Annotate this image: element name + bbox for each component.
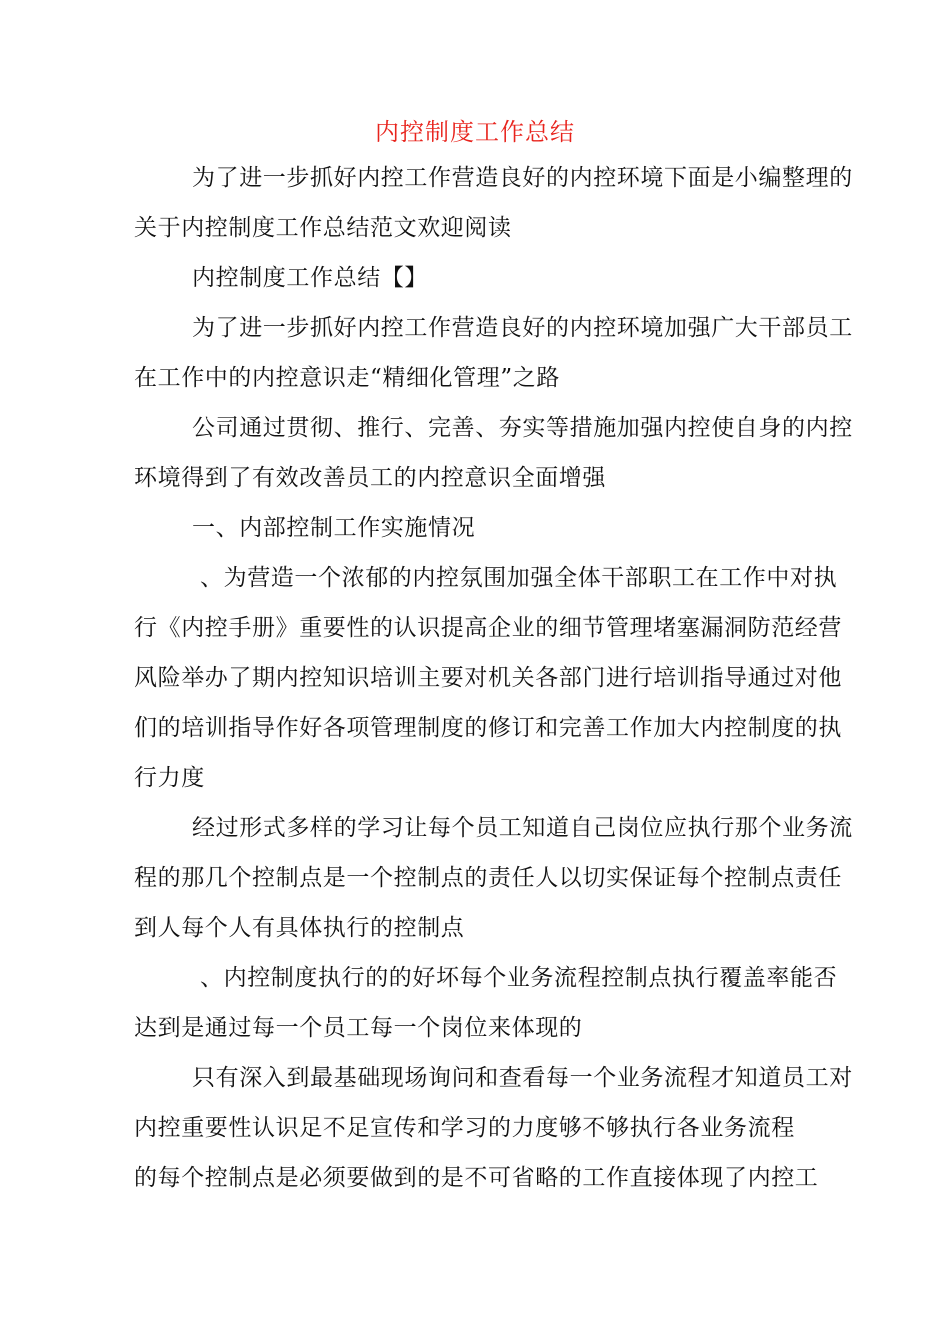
paragraph-line: 公司通过贯彻、推行、完善、夯实等措施加强内控使自身的内控 [192,415,853,441]
document-title: 内控制度工作总结 [375,118,575,146]
paragraph-line: 到人每个人有具体执行的控制点 [134,915,465,941]
paragraph-line: 为了进一步抓好内控工作营造良好的内控环境加强广大干部员工 [192,315,853,341]
paragraph-line: 经过形式多样的学习让每个员工知道自己岗位应执行那个业务流 [192,815,853,841]
paragraph-line: 只有深入到最基础现场询问和查看每一个业务流程才知道员工对 [192,1065,853,1091]
paragraph-line: 行《内控手册》重要性的认识提高企业的细节管理堵塞漏洞防范经营 [134,615,842,641]
paragraph-line: 内控重要性认识足不足宣传和学习的力度够不够执行各业务流程 [134,1115,795,1141]
paragraph-line: 们的培训指导作好各项管理制度的修订和完善工作加大内控制度的执 [134,715,842,741]
section-heading: 一、内部控制工作实施情况 [192,515,476,541]
paragraph-line: 关于内控制度工作总结范文欢迎阅读 [134,215,512,241]
paragraph-line: 、为营造一个浓郁的内控氛围加强全体干部职工在工作中对执 [200,565,838,591]
paragraph-line: 达到是通过每一个员工每一个岗位来体现的 [134,1015,583,1041]
paragraph-line: 的每个控制点是必须要做到的是不可省略的工作直接体现了内控工 [134,1165,819,1191]
paragraph-line: 、内控制度执行的的好坏每个业务流程控制点执行覆盖率能否 [200,965,838,991]
paragraph-line: 为了进一步抓好内控工作营造良好的内控环境下面是小编整理的 [192,165,853,191]
paragraph-line: 程的那几个控制点是一个控制点的责任人以切实保证每个控制点责任 [134,865,842,891]
paragraph-line: 风险举办了期内控知识培训主要对机关各部门进行培训指导通过对他 [134,665,842,691]
section-heading: 内控制度工作总结【】 [192,265,428,291]
paragraph-line: 在工作中的内控意识走“精细化管理”之路 [134,365,560,391]
paragraph-line: 环境得到了有效改善员工的内控意识全面增强 [134,465,606,491]
paragraph-line: 行力度 [134,765,205,791]
